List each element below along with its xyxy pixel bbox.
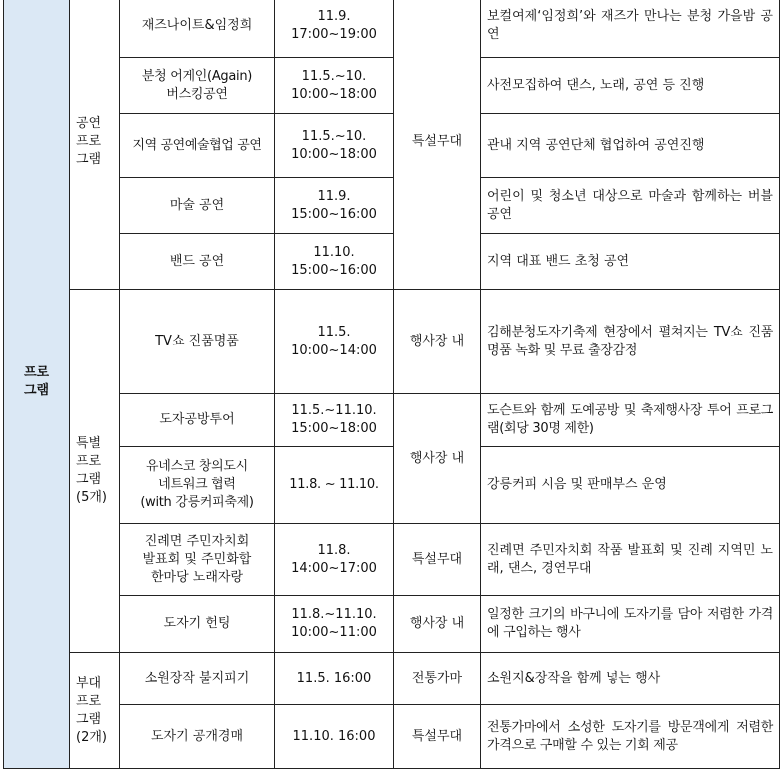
program-desc: 지역 대표 밴드 초청 공연 [481, 234, 780, 290]
program-time: 11.5. 16:00 [275, 653, 394, 705]
program-time: 11.9. 17:00~19:00 [275, 0, 394, 58]
table-row [4, 447, 780, 524]
program-time: 11.5.~11.10. 15:00~18:00 [275, 394, 394, 447]
program-name: 도자기 공개경매 [120, 705, 275, 769]
program-desc: 전통가마에서 소성한 도자기를 방문객에게 저렴한 가격으로 구매할 수 있는 기회 제공 [481, 705, 780, 769]
program-name: 마술 공연 [120, 178, 275, 234]
subgroup-performance: 공연 프로 그램 [70, 0, 120, 290]
program-name: 도자기 헌팅 [120, 596, 275, 653]
program-desc: 관내 지역 공연단체 협업하여 공연진행 [481, 114, 780, 178]
program-name: 지역 공연예술협업 공연 [120, 114, 275, 178]
table-row [4, 114, 780, 178]
subgroup-special: 특별 프로 그램 (5개) [70, 290, 120, 653]
program-desc: 도슨트와 함께 도예공방 및 축제행사장 투어 프로그램(회당 30명 제한) [481, 394, 780, 447]
program-desc: 소원지&장작을 함께 넣는 행사 [481, 653, 780, 705]
program-desc: 김해분청도자기축제 현장에서 펼쳐지는 TV쇼 진품명품 녹화 및 무료 출장감정 [481, 290, 780, 394]
program-time: 11.8. 14:00~17:00 [275, 524, 394, 596]
program-time: 11.5.~10. 10:00~18:00 [275, 58, 394, 114]
category-cell: 프로 그램 [4, 0, 70, 769]
subgroup-side: 부대 프로 그램 (2개) [70, 653, 120, 769]
program-name: 밴드 공연 [120, 234, 275, 290]
program-place: 특설무대 [394, 705, 481, 769]
table-row [4, 524, 780, 596]
program-place: 행사장 내 [394, 290, 481, 394]
program-time: 11.8.~11.10. 10:00~11:00 [275, 596, 394, 653]
program-desc: 어린이 및 청소년 대상으로 마술과 함께하는 버블 공연 [481, 178, 780, 234]
program-place: 특설무대 [394, 524, 481, 596]
table-row [4, 705, 780, 769]
program-place: 행사장 내 [394, 394, 481, 524]
program-time: 11.5.~10. 10:00~18:00 [275, 114, 394, 178]
program-name: TV쇼 진품명품 [120, 290, 275, 394]
table-row [4, 58, 780, 114]
program-time: 11.10. 15:00~16:00 [275, 234, 394, 290]
program-desc: 사전모집하여 댄스, 노래, 공연 등 진행 [481, 58, 780, 114]
program-table [3, 0, 780, 769]
program-desc: 진례면 주민자치회 작품 발표회 및 진례 지역민 노래, 댄스, 경연무대 [481, 524, 780, 596]
program-name: 진례면 주민자치회 발표회 및 주민화합 한마당 노래자랑 [120, 524, 275, 596]
program-name: 분청 어게인(Again) 버스킹공연 [120, 58, 275, 114]
program-time: 11.8. ~ 11.10. [275, 447, 394, 524]
table-row [4, 234, 780, 290]
table-row [4, 0, 780, 58]
program-name: 도자공방투어 [120, 394, 275, 447]
table-row [4, 290, 780, 394]
program-time: 11.10. 16:00 [275, 705, 394, 769]
program-desc: 강릉커피 시음 및 판매부스 운영 [481, 447, 780, 524]
program-time: 11.9. 15:00~16:00 [275, 178, 394, 234]
program-name: 유네스코 창의도시 네트워크 협력 (with 강릉커피축제) [120, 447, 275, 524]
program-place: 행사장 내 [394, 596, 481, 653]
program-name: 소원장작 불지피기 [120, 653, 275, 705]
program-desc: 일정한 크기의 바구니에 도자기를 담아 저렴한 가격에 구입하는 행사 [481, 596, 780, 653]
table-row [4, 394, 780, 447]
program-name: 재즈나이트&임정희 [120, 0, 275, 58]
program-desc: 보컬여제‘임정희’와 재즈가 만나는 분청 가을밤 공연 [481, 0, 780, 58]
table-row [4, 596, 780, 653]
program-time: 11.5. 10:00~14:00 [275, 290, 394, 394]
table-row [4, 653, 780, 705]
table-row [4, 178, 780, 234]
program-place: 특설무대 [394, 0, 481, 290]
program-place: 전통가마 [394, 653, 481, 705]
